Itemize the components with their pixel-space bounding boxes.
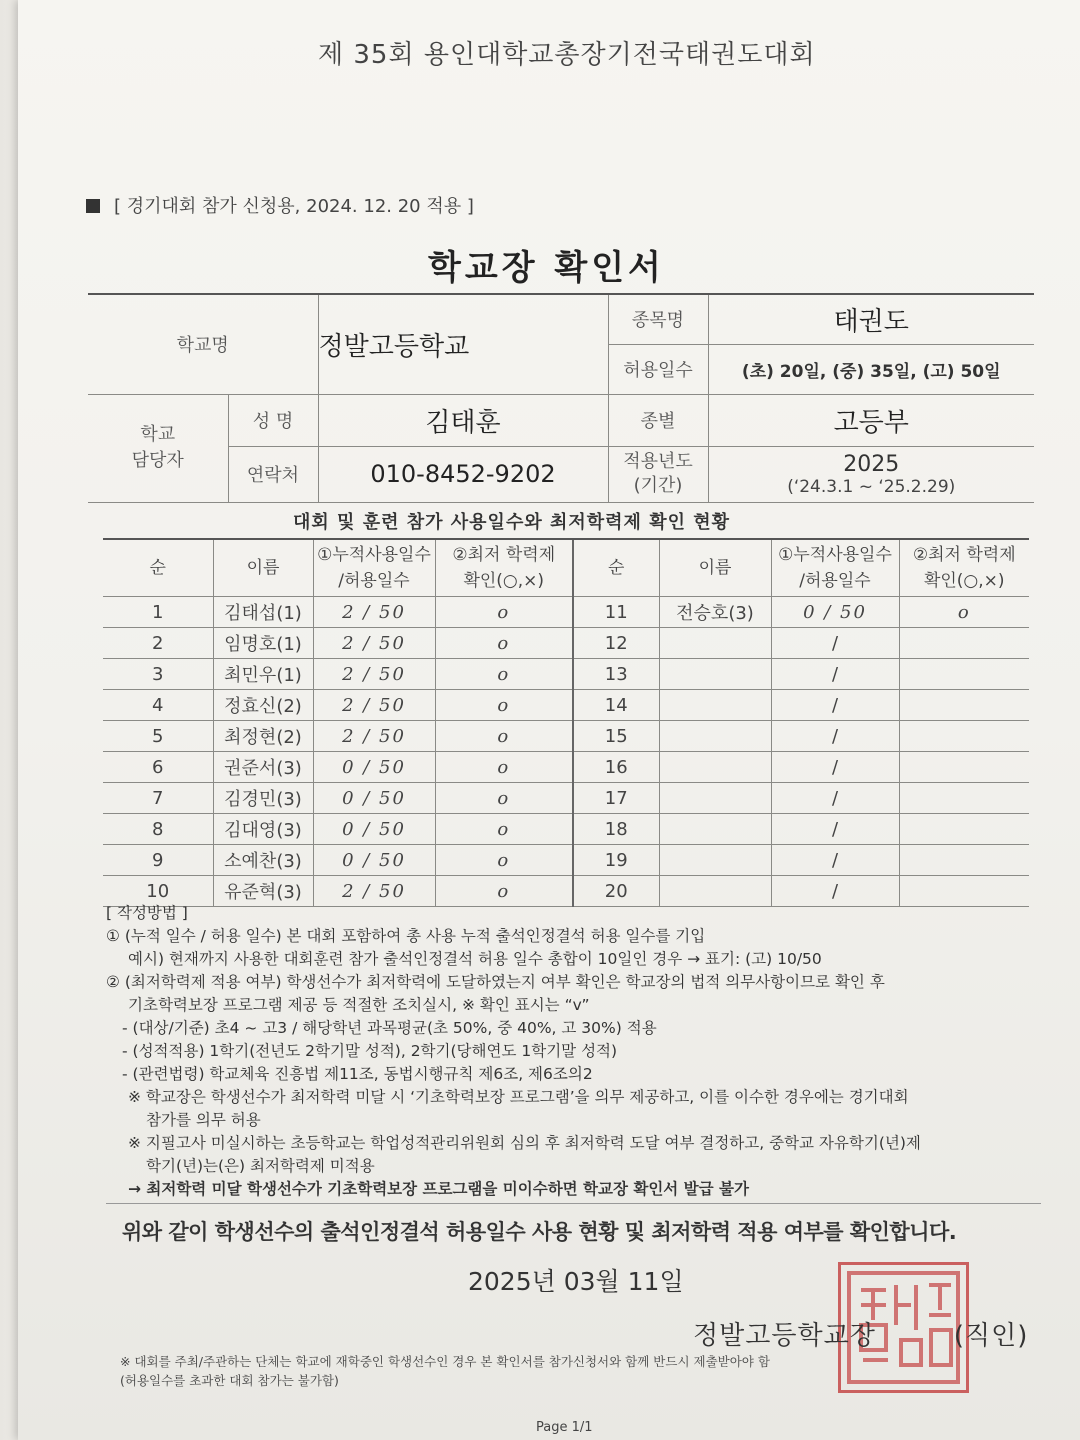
row-name bbox=[659, 690, 771, 721]
name-value: 김태훈 bbox=[318, 394, 608, 446]
row-days: / bbox=[771, 628, 899, 659]
status-title: 대회 및 훈련 참가 사용일수와 최저학력제 확인 현황 bbox=[293, 512, 731, 533]
division-label: 종별 bbox=[608, 394, 708, 446]
row-days: / bbox=[771, 876, 899, 907]
period-value: (‘24.3.1 ~ ‘25.2.29) bbox=[787, 476, 956, 497]
allowed-label: 허용일수 bbox=[608, 344, 708, 394]
method-heading: [ 작성방법 ] bbox=[106, 904, 188, 922]
row-no: 15 bbox=[573, 721, 659, 752]
issue-date: 2025년 03월 11일 bbox=[468, 1267, 684, 1296]
row-no: 7 bbox=[103, 783, 213, 814]
square-bullet-icon bbox=[86, 199, 100, 213]
row-check: o bbox=[435, 783, 573, 814]
row-name: 유준혁(3) bbox=[213, 876, 313, 907]
row-no: 6 bbox=[103, 752, 213, 783]
row-name bbox=[659, 628, 771, 659]
row-days: / bbox=[771, 814, 899, 845]
row-name: 김대영(3) bbox=[213, 814, 313, 845]
row-days: 2 / 50 bbox=[313, 721, 435, 752]
row-days: / bbox=[771, 690, 899, 721]
row-check: o bbox=[435, 752, 573, 783]
row-check bbox=[899, 690, 1029, 721]
divider bbox=[106, 1203, 1041, 1204]
row-name: 김태섭(1) bbox=[213, 597, 313, 628]
row-check bbox=[899, 721, 1029, 752]
row-name: 최민우(1) bbox=[213, 659, 313, 690]
row-check: o bbox=[435, 628, 573, 659]
year-cell bbox=[708, 446, 1034, 502]
seal-label: (직인) bbox=[953, 1321, 1029, 1351]
row-name: 김경민(3) bbox=[213, 783, 313, 814]
method-line-5: - (대상/기준) 초4 ~ 고3 / 해당학년 과목평균(초 50%, 중 40%, 고 30%) 적용 bbox=[122, 1019, 657, 1037]
row-no: 2 bbox=[103, 628, 213, 659]
page-header: 제 35회 용인대학교총장기전국태권도대회 bbox=[318, 40, 816, 70]
table-row bbox=[103, 690, 1029, 721]
row-days: 0 / 50 bbox=[313, 752, 435, 783]
writing-method bbox=[106, 902, 1036, 1201]
footer-note bbox=[120, 1352, 1050, 1390]
header-name: 이름 bbox=[213, 539, 313, 597]
method-line-8: ※ 학교장은 학생선수가 최저학력 미달 시 ‘기초학력보장 프로그램’을 의무 제공하고, 이를 이수한 경우에는 경기대회 bbox=[128, 1088, 909, 1106]
row-check: o bbox=[435, 721, 573, 752]
school-label: 학교명 bbox=[88, 294, 318, 394]
method-line-10: ※ 지필고사 미실시하는 초등학교는 학업성적관리위원회 심의 후 최저학력 도달 여부 결정하고, 중학교 자유학기(년)제 bbox=[128, 1134, 921, 1152]
year-value: 2025 bbox=[843, 451, 900, 477]
row-name bbox=[659, 721, 771, 752]
page-number: Page 1/1 bbox=[536, 1420, 593, 1435]
table-row bbox=[103, 783, 1029, 814]
header-check-right: ②최저 학력제 확인(○,×) bbox=[899, 539, 1029, 597]
row-no: 18 bbox=[573, 814, 659, 845]
method-line-4: 기초학력보장 프로그램 제공 등 적절한 조치실시, ※ 확인 표시는 “v” bbox=[128, 996, 590, 1014]
row-name bbox=[659, 659, 771, 690]
header-check: ②최저 학력제 확인(○,×) bbox=[435, 539, 573, 597]
row-days: / bbox=[771, 752, 899, 783]
table-row bbox=[103, 628, 1029, 659]
row-no: 9 bbox=[103, 845, 213, 876]
table-row bbox=[103, 721, 1029, 752]
row-days: / bbox=[771, 659, 899, 690]
row-check: o bbox=[899, 597, 1029, 628]
method-line-2: 예시) 현재까지 사용한 대회훈련 참가 출석인정결석 허용 일수 총합이 10일인 경우 → 표기: (고) 10/50 bbox=[128, 950, 822, 968]
row-check: o bbox=[435, 659, 573, 690]
row-check: o bbox=[435, 876, 573, 907]
row-days: 2 / 50 bbox=[313, 690, 435, 721]
table-row bbox=[103, 814, 1029, 845]
row-name bbox=[659, 845, 771, 876]
phone-label: 연락처 bbox=[228, 446, 318, 502]
principal-signature bbox=[693, 1315, 1028, 1352]
row-name: 최정현(2) bbox=[213, 721, 313, 752]
header-days: ①누적사용일수 /허용일수 bbox=[313, 539, 435, 597]
row-check bbox=[899, 628, 1029, 659]
row-days: / bbox=[771, 845, 899, 876]
contact-label: 학교 담당자 bbox=[88, 394, 228, 502]
row-check: o bbox=[435, 814, 573, 845]
row-no: 19 bbox=[573, 845, 659, 876]
row-days: 2 / 50 bbox=[313, 628, 435, 659]
header-no-right: 순 bbox=[573, 539, 659, 597]
school-value: 정발고등학교 bbox=[318, 294, 608, 394]
row-name bbox=[659, 814, 771, 845]
row-no: 16 bbox=[573, 752, 659, 783]
allowed-value: (초) 20일, (중) 35일, (고) 50일 bbox=[708, 344, 1034, 394]
row-no: 3 bbox=[103, 659, 213, 690]
row-days: 0 / 50 bbox=[771, 597, 899, 628]
row-days: / bbox=[771, 721, 899, 752]
document-title: 학교장 확인서 bbox=[428, 248, 665, 288]
row-name bbox=[659, 752, 771, 783]
row-name: 임명호(1) bbox=[213, 628, 313, 659]
event-label: 종목명 bbox=[608, 294, 708, 344]
method-line-7: - (관련법령) 학교체육 진흥법 제11조, 동법시행규칙 제6조, 제6조의2 bbox=[122, 1065, 593, 1083]
table-row bbox=[103, 845, 1029, 876]
footer-line-1: ※ 대회를 주최/주관하는 단체는 학교에 재학중인 학생선수인 경우 본 확인서를 참가신청서와 함께 반드시 제출받아야 함 bbox=[120, 1354, 770, 1369]
row-no: 11 bbox=[573, 597, 659, 628]
method-line-6: - (성적적용) 1학기(전년도 2학기말 성적), 2학기(당해연도 1학기말 성적) bbox=[122, 1042, 618, 1060]
row-days: 0 / 50 bbox=[313, 845, 435, 876]
row-check bbox=[899, 659, 1029, 690]
info-table bbox=[88, 293, 1034, 503]
row-check bbox=[899, 752, 1029, 783]
document-sheet bbox=[18, 0, 1080, 1440]
row-days: 0 / 50 bbox=[313, 814, 435, 845]
row-check bbox=[899, 814, 1029, 845]
row-no: 8 bbox=[103, 814, 213, 845]
row-days: 0 / 50 bbox=[313, 783, 435, 814]
row-check: o bbox=[435, 597, 573, 628]
row-name: 정효신(2) bbox=[213, 690, 313, 721]
header-name-right: 이름 bbox=[659, 539, 771, 597]
row-no: 4 bbox=[103, 690, 213, 721]
row-no: 13 bbox=[573, 659, 659, 690]
row-name: 소예찬(3) bbox=[213, 845, 313, 876]
row-no: 1 bbox=[103, 597, 213, 628]
confirmation-statement: 위와 같이 학생선수의 출석인정결석 허용일수 사용 현황 및 최저학력 적용 여부를 확인합니다. bbox=[122, 1220, 957, 1244]
row-no: 5 bbox=[103, 721, 213, 752]
row-days: / bbox=[771, 783, 899, 814]
year-label: 적용년도 (기간) bbox=[608, 446, 708, 502]
header-days-right: ①누적사용일수 /허용일수 bbox=[771, 539, 899, 597]
phone-value: 010-8452-9202 bbox=[318, 446, 608, 502]
division-value: 고등부 bbox=[708, 394, 1034, 446]
method-line-3: ② (최저학력제 적용 여부) 학생선수가 최저학력에 도달하였는지 여부 확인은 학교장의 법적 의무사항이므로 확인 후 bbox=[106, 973, 885, 991]
method-line-1: ① (누적 일수 / 허용 일수) 본 대회 포함하여 총 사용 누적 출석인정결석 허용 일수를 기입 bbox=[106, 927, 706, 945]
method-line-12: → 최저학력 미달 학생선수가 기초학력보장 프로그램을 미이수하면 학교장 확인서 발급 불가 bbox=[128, 1180, 749, 1198]
row-check bbox=[899, 845, 1029, 876]
row-check: o bbox=[435, 690, 573, 721]
row-no: 17 bbox=[573, 783, 659, 814]
row-name bbox=[659, 783, 771, 814]
table-row bbox=[103, 597, 1029, 628]
row-no: 10 bbox=[103, 876, 213, 907]
table-row bbox=[103, 659, 1029, 690]
row-days: 2 / 50 bbox=[313, 659, 435, 690]
row-name: 전승호(3) bbox=[659, 597, 771, 628]
event-value: 태권도 bbox=[708, 294, 1034, 344]
row-name: 권준서(3) bbox=[213, 752, 313, 783]
principal-name: 정발고등학교장 bbox=[693, 1321, 876, 1351]
row-days: 2 / 50 bbox=[313, 597, 435, 628]
footer-line-2: (허용일수를 초과한 대회 참가는 불가함) bbox=[120, 1373, 339, 1388]
header-no: 순 bbox=[103, 539, 213, 597]
notice-line bbox=[86, 192, 474, 218]
row-days: 2 / 50 bbox=[313, 876, 435, 907]
notice-text: [ 경기대회 참가 신청용, 2024. 12. 20 적용 ] bbox=[114, 196, 474, 217]
table-row bbox=[103, 752, 1029, 783]
name-label: 성 명 bbox=[228, 394, 318, 446]
method-line-11: 학기(년)는(은) 최저학력제 미적용 bbox=[146, 1157, 375, 1175]
status-table bbox=[103, 538, 1029, 907]
row-check bbox=[899, 783, 1029, 814]
row-check: o bbox=[435, 845, 573, 876]
row-no: 12 bbox=[573, 628, 659, 659]
method-line-9: 참가를 의무 허용 bbox=[146, 1111, 261, 1129]
row-no: 20 bbox=[573, 876, 659, 907]
row-no: 14 bbox=[573, 690, 659, 721]
